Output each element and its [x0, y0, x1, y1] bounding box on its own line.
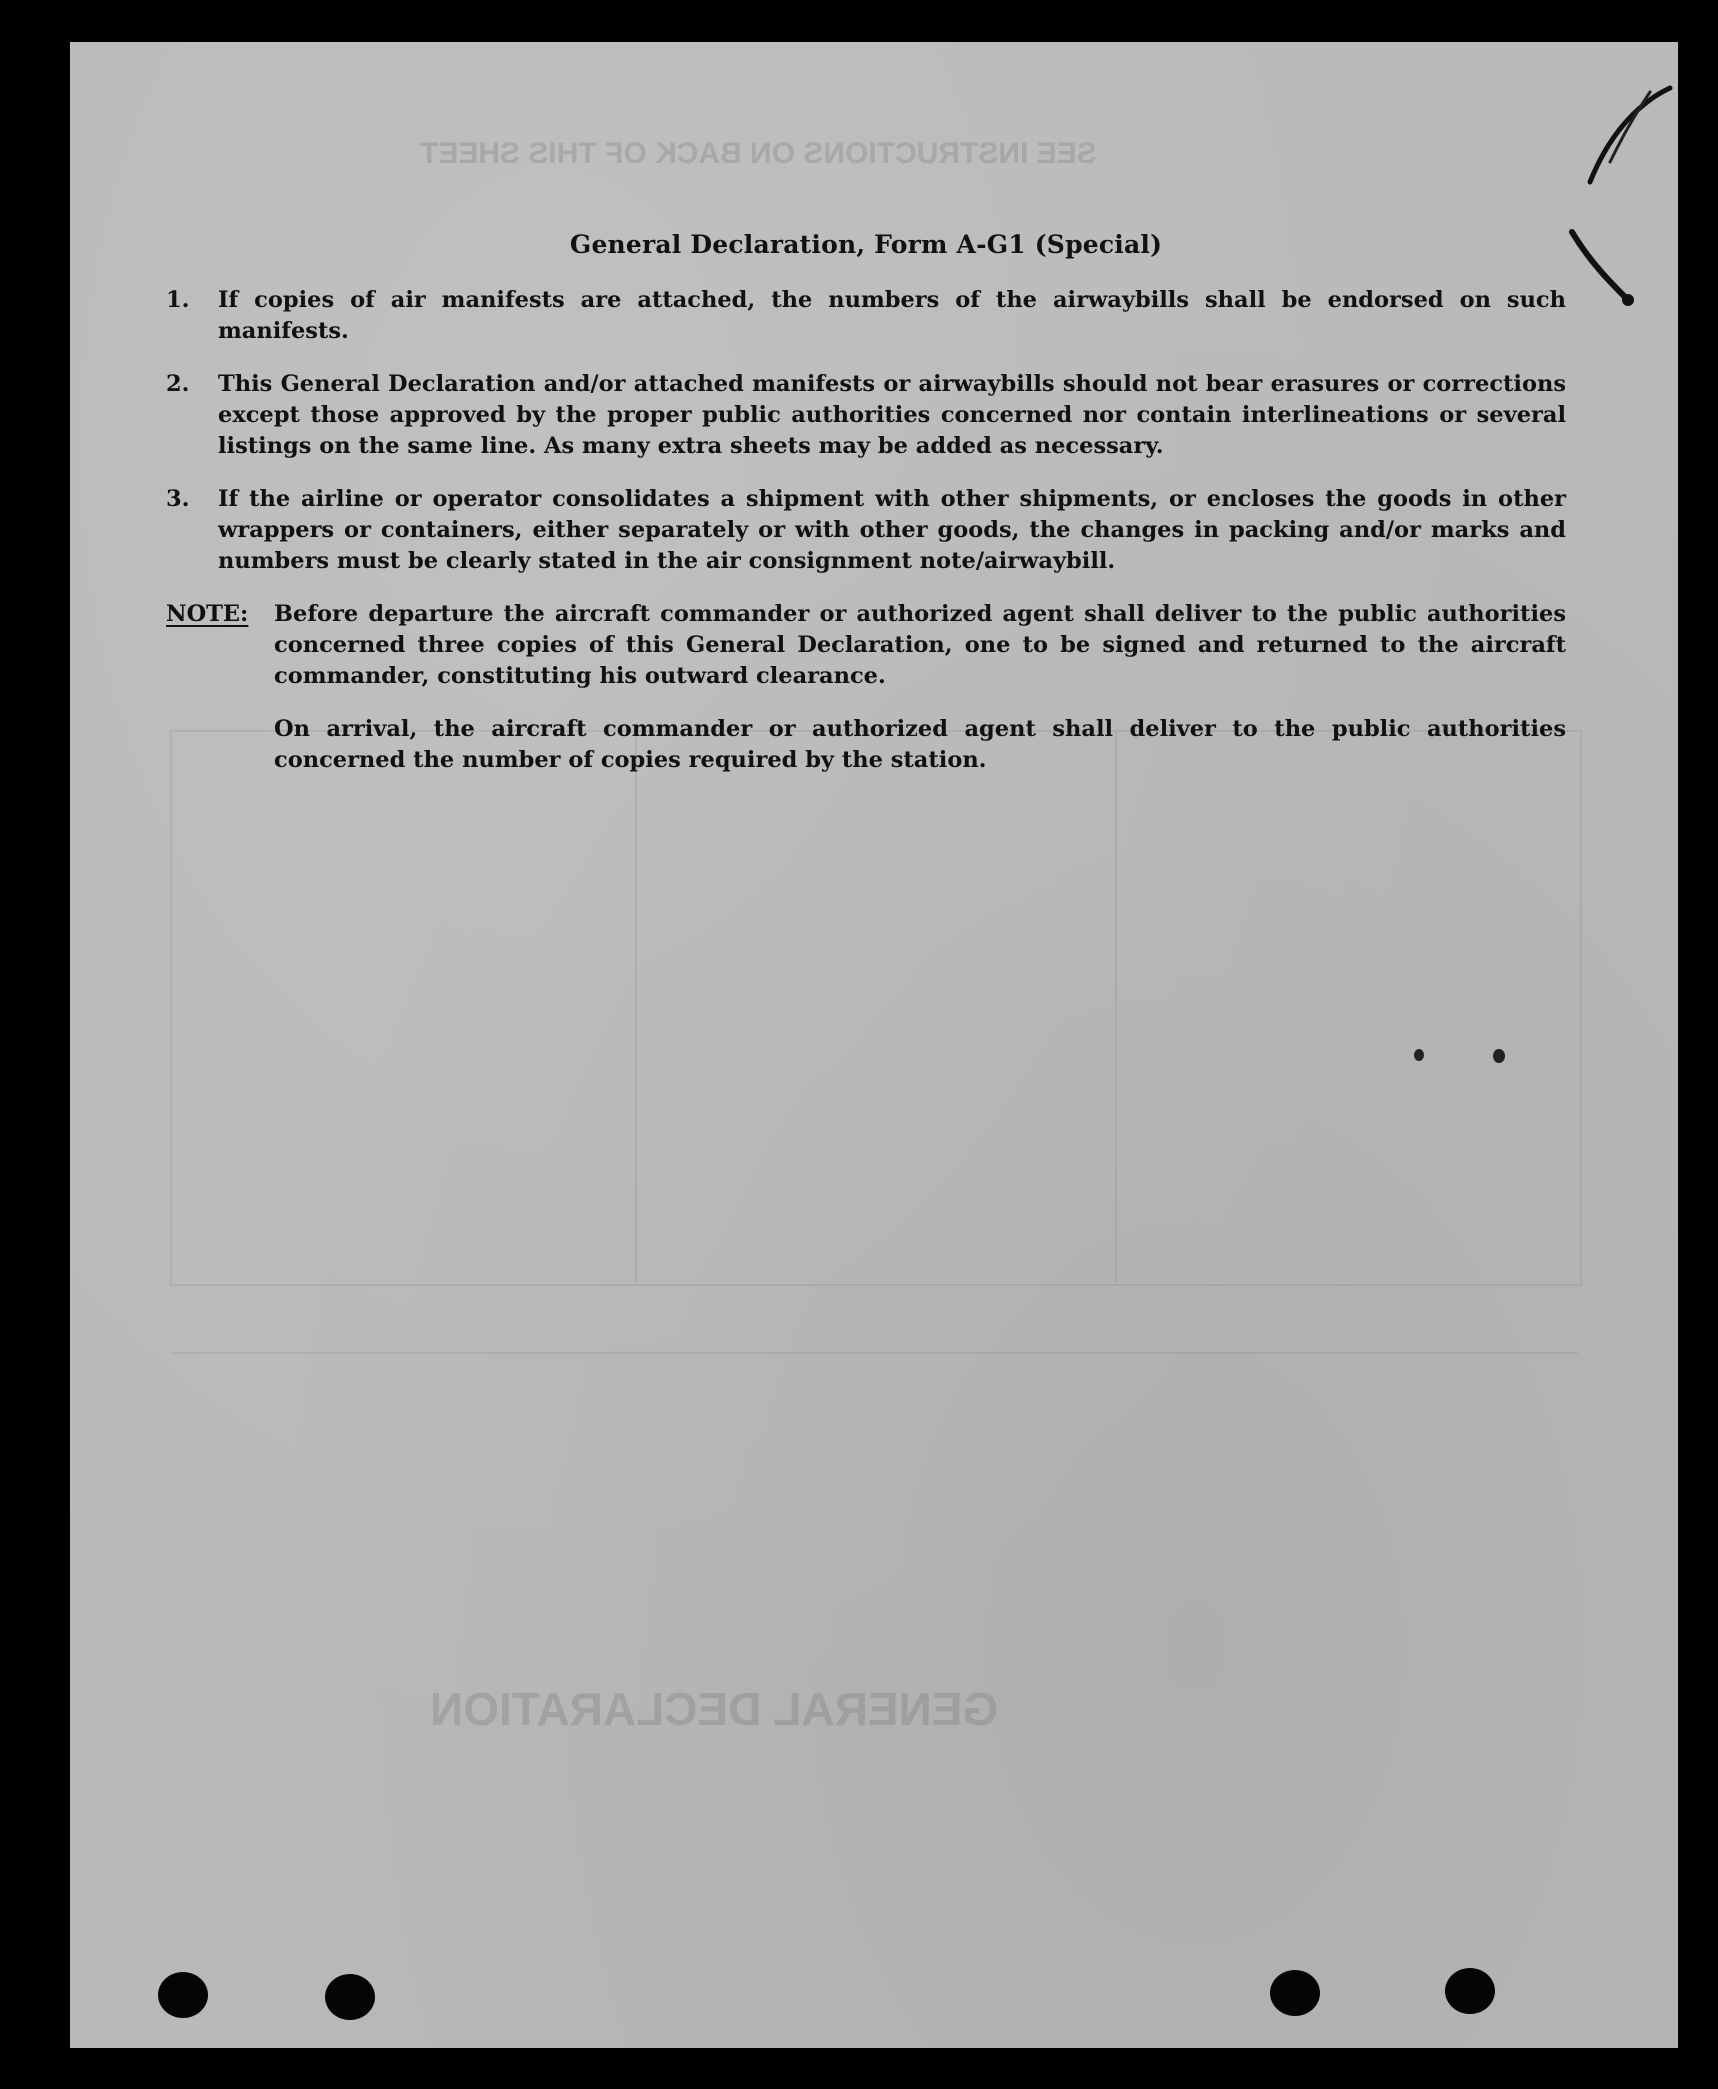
item-text: If copies of air manifests are attached, the numbers of the airwaybills shall be endorsed on such manifests. — [218, 287, 1566, 344]
ink-stroke-icon — [1550, 82, 1678, 322]
item-number: 3. — [166, 486, 190, 512]
show-through-line: SEE INSTRUCTIONS ON BACK OF THIS SHEET — [420, 137, 1097, 170]
punch-hole — [158, 1972, 208, 2018]
punch-hole — [325, 1974, 375, 2020]
punch-hole — [1270, 1970, 1320, 2016]
show-through-rule — [170, 1352, 1578, 1354]
note-block — [166, 599, 1566, 798]
item-number: 1. — [166, 287, 190, 313]
ink-speck — [1493, 1049, 1505, 1063]
show-through-heading: GENERAL DECLARATION — [430, 1683, 999, 1735]
note-paragraph: Before departure the aircraft commander or authorized agent shall deliver to the public authorities concerned three copies of this General Declaration, one to be signed and returned to the aircraft commander, constituting his outward clearance. — [274, 601, 1566, 689]
punch-hole — [1445, 1968, 1495, 2014]
page-title: General Declaration, Form A-G1 (Special) — [569, 230, 1163, 259]
instruction-item — [166, 285, 1566, 347]
item-number: 2. — [166, 371, 190, 397]
document-page — [70, 42, 1678, 2048]
instructions-section — [166, 230, 1566, 820]
item-text: This General Declaration and/or attached manifests or airwaybills should not bear erasures or corrections except those approved by the proper public authorities concerned nor contain interlineations or several listings on the same line. As many extra sheets may be added as necessary. — [218, 371, 1566, 459]
ink-speck — [1414, 1049, 1424, 1061]
note-paragraph: On arrival, the aircraft commander or authorized agent shall deliver to the public authorities concerned the number of copies required by the station. — [274, 716, 1566, 773]
item-text: If the airline or operator consolidates a shipment with other shipments, or encloses the goods in other wrappers or containers, either separately or with other goods, the changes in packing and/or marks and numbers must be clearly stated in the air consignment note/airwaybill. — [218, 486, 1566, 574]
instruction-item — [166, 369, 1566, 462]
note-label: NOTE: — [166, 601, 249, 627]
instruction-item — [166, 484, 1566, 577]
note-body — [274, 599, 1566, 798]
